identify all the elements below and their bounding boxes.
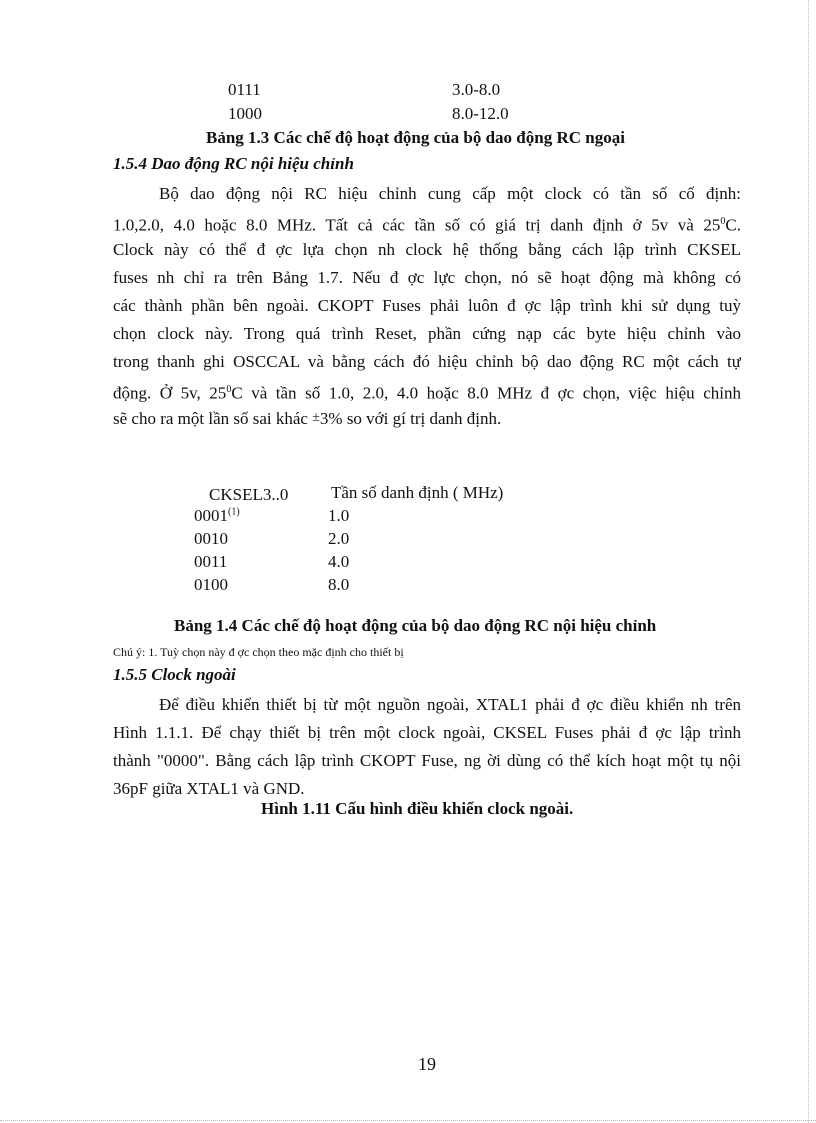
page-border-right <box>808 0 809 1123</box>
table14-row-freq: 8.0 <box>328 575 350 594</box>
page-border-bottom <box>0 1120 816 1121</box>
table13-row-range: 3.0-8.0 <box>452 80 501 99</box>
paragraph-line: fuses nh chỉ ra trên Bảng 1.7. Nếu đ ợc lực chọn, nó sẽ hoạt động mà không có <box>113 268 741 287</box>
table14-row-code: 0010 <box>194 529 228 548</box>
section-155-heading: 1.5.5 Clock ngoài <box>113 665 236 684</box>
table13-caption: Bảng 1.3 Các chế độ hoạt động của bộ dao động RC ngoại <box>206 128 625 147</box>
section-155-paragraph <box>113 691 741 803</box>
plus-minus-symbol: ± <box>312 410 320 425</box>
paragraph-line: chọn clock này. Trong quá trình Reset, phần cứng nạp các byte hiệu chỉnh vào <box>113 324 741 343</box>
table14-row-code: 0011 <box>194 552 228 571</box>
table14-caption: Bảng 1.4 Các chế độ hoạt động của bộ dao động RC nội hiệu chỉnh <box>174 616 657 635</box>
section-154-paragraph <box>113 180 741 432</box>
footnote-marker: (1) <box>228 506 240 518</box>
figure-caption: Hình 1.11 Cấu hình điều khiển clock ngoài. <box>261 799 574 818</box>
paragraph-line: Để điều khiển thiết bị từ một nguồn ngoài, XTAL1 phải đ ợc điều khiển nh trên <box>159 695 741 714</box>
table14-row-freq: 1.0 <box>328 506 350 525</box>
table14-header-code: CKSEL3..0 <box>209 485 289 504</box>
paragraph-line: trong thanh ghi OSCCAL và bằng cách đó hiệu chỉnh bộ dao động RC một cách tự <box>113 352 741 371</box>
paragraph-line: thành "0000". Bằng cách lập trình CKOPT Fuse, ng ời dùng có thể kích hoạt một tụ nội <box>113 751 741 770</box>
page-number: 19 <box>418 1054 436 1074</box>
paragraph-line: Bộ dao động nội RC hiệu chỉnh cung cấp một clock có tần số cố định: <box>159 184 741 203</box>
table14-row-freq: 4.0 <box>328 552 350 571</box>
paragraph-line: động. Ở 5v, $25^0C$ và tần số 1.0, 2.0, 4.0 hoặc 8.0 MHz đ ợc chọn, việc hiệu chỉnh <box>113 383 741 403</box>
table14-row-code: 0100 <box>194 575 228 594</box>
table13-row-code: 1000 <box>228 104 262 123</box>
table13-row-code: 0111 <box>228 80 261 99</box>
paragraph-line: 36pF giữa XTAL1 và GND. <box>113 779 305 798</box>
table14-row-freq: 2.0 <box>328 529 350 548</box>
table13-row-range: 8.0-12.0 <box>452 104 509 123</box>
table14-header-freq: Tần số danh định ( MHz) <box>331 483 504 502</box>
table14-row-code: 0001$^{(1)}$ <box>194 506 240 525</box>
paragraph-line: 1.0,2.0, 4.0 hoặc 8.0 MHz. Tất cả các tần số có giá trị danh định ở 5v và $25^0C$. <box>113 215 741 235</box>
table14-note: Chú ý: 1. Tuỳ chọn này đ ợc chọn theo mặc định cho thiết bị <box>113 645 404 659</box>
paragraph-line: sẽ cho ra một lần số sai khác ±3% so với gí trị danh định. <box>113 409 502 428</box>
section-154-heading: 1.5.4 Dao động RC nội hiệu chỉnh <box>113 154 354 173</box>
paragraph-line: Hình 1.1.1. Để chạy thiết bị trên một clock ngoài, CKSEL Fuses phải đ ợc lập trình <box>113 723 741 742</box>
paragraph-line: các thành phần bên ngoài. CKOPT Fuses phải luôn đ ợc lập trình khi sử dụng tuỳ <box>113 296 741 315</box>
paragraph-line: Clock này có thể đ ợc lựa chọn nh clock hệ thống bằng cách lập trình CKSEL <box>113 240 741 259</box>
